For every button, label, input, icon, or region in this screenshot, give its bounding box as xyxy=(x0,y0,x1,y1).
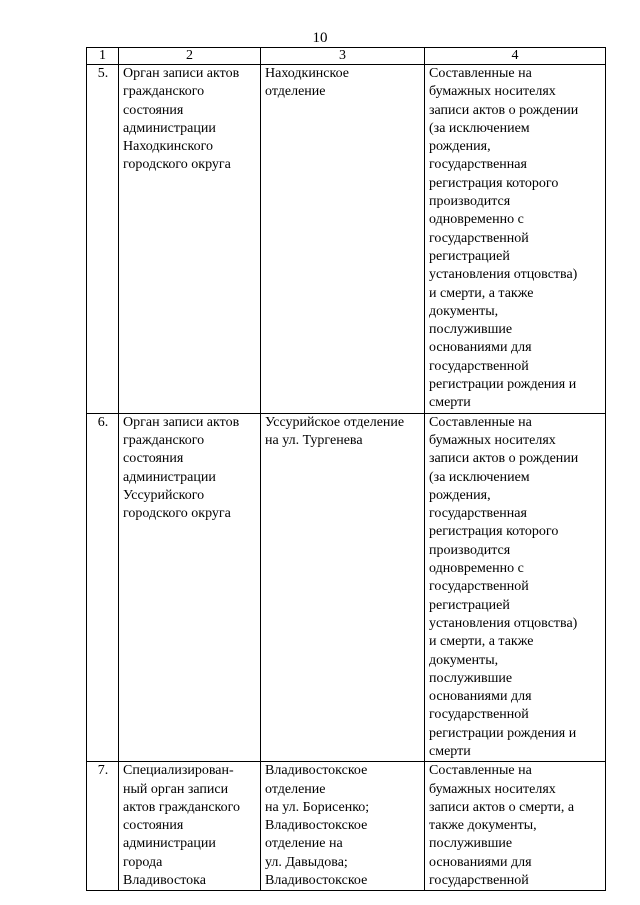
documents-cell xyxy=(425,762,606,891)
records-table xyxy=(86,47,606,891)
cell-text-line: Находкинское xyxy=(265,66,349,81)
header-col-2: 2 xyxy=(119,48,261,65)
cell-text-line: отделение на xyxy=(265,836,343,852)
cell-text-line: отделение xyxy=(265,84,326,100)
cell-text-line: и смерти, а также xyxy=(429,285,534,301)
cell-text-line: также документы, xyxy=(429,818,537,834)
cell-text-line: документы, xyxy=(429,303,499,319)
organ-cell xyxy=(119,65,261,414)
cell-text-line: Владивостокское xyxy=(265,818,368,834)
table-header-row xyxy=(87,48,606,65)
cell-text-line: регистрацией xyxy=(429,248,510,264)
cell-text-line: регистрации рождения и xyxy=(429,725,577,741)
row-number: 5. xyxy=(87,65,119,414)
cell-text-line: установления отцовства) xyxy=(429,267,578,283)
cell-text-line: основаниями для xyxy=(429,854,532,870)
cell-text-line: регистрацией xyxy=(429,597,510,613)
header-col-3: 3 xyxy=(261,48,425,65)
cell-text-line: состояния xyxy=(123,451,184,467)
cell-text-line: ный орган записи xyxy=(123,781,229,797)
cell-text-line: послужившие xyxy=(429,836,513,852)
cell-text-line: гражданского xyxy=(123,84,205,100)
documents-cell xyxy=(425,65,606,414)
cell-text-line: государственной xyxy=(429,230,529,246)
unit-cell xyxy=(261,65,425,414)
cell-text-line: Владивостокское xyxy=(265,873,368,889)
cell-text-line: Орган записи актов xyxy=(123,66,240,81)
cell-text-line: и смерти, а также xyxy=(429,634,534,650)
cell-text-line: регистрация которого xyxy=(429,524,559,540)
row-number: 6. xyxy=(87,413,119,762)
cell-text-line: записи актов о смерти, а xyxy=(429,799,575,815)
cell-text-line: Составленные на xyxy=(429,763,532,779)
cell-text-line: актов гражданского xyxy=(123,799,241,815)
cell-text-line: производится xyxy=(429,194,511,210)
cell-text-line: записи актов о рождении xyxy=(429,451,579,467)
cell-text-line: послужившие xyxy=(429,322,513,338)
unit-cell xyxy=(261,413,425,762)
cell-text-line: на ул. Тургенева xyxy=(265,432,363,448)
organ-cell xyxy=(119,762,261,891)
header-col-4: 4 xyxy=(425,48,606,65)
cell-text-line: документы, xyxy=(429,652,499,668)
cell-text-line: (за исключением xyxy=(429,469,530,485)
cell-text-line: одновременно с xyxy=(429,561,524,577)
cell-text-line: государственной xyxy=(429,358,529,374)
cell-text-line: гражданского xyxy=(123,432,205,448)
documents-cell xyxy=(425,413,606,762)
cell-text-line: города xyxy=(123,854,163,870)
cell-text-line: регистрации рождения и xyxy=(429,377,577,393)
cell-text-line: состояния xyxy=(123,102,184,118)
cell-text-line: регистрация которого xyxy=(429,175,559,191)
cell-text-line: отделение xyxy=(265,781,326,797)
cell-text-line: государственная xyxy=(429,506,527,522)
page-number: 10 xyxy=(312,30,328,46)
cell-text-line: смерти xyxy=(429,743,471,759)
cell-text-line: состояния xyxy=(123,818,184,834)
cell-text-line: государственной xyxy=(429,707,529,723)
cell-text-line: Уссурийское отделение xyxy=(265,414,405,430)
cell-text-line: рождения, xyxy=(429,487,491,503)
cell-text-line: бумажных носителях xyxy=(429,781,556,797)
cell-text-line: Орган записи актов xyxy=(123,414,240,430)
cell-text-line: администрации xyxy=(123,836,216,852)
cell-text-line: основаниями для xyxy=(429,689,532,705)
table-row xyxy=(87,762,606,891)
cell-text-line: ул. Давыдова; xyxy=(265,854,348,870)
cell-text-line: администрации xyxy=(123,469,216,485)
cell-text-line: послужившие xyxy=(429,670,513,686)
cell-text-line: Уссурийского xyxy=(123,487,205,503)
header-col-1: 1 xyxy=(87,48,119,65)
cell-text-line: Составленные на xyxy=(429,66,532,81)
table-row xyxy=(87,413,606,762)
cell-text-line: Владивостокское xyxy=(265,763,368,779)
cell-text-line: городского округа xyxy=(123,506,231,522)
cell-text-line: записи актов о рождении xyxy=(429,102,579,118)
cell-text-line: на ул. Борисенко; xyxy=(265,799,370,815)
cell-text-line: Находкинского xyxy=(123,139,213,155)
cell-text-line: администрации xyxy=(123,120,216,136)
cell-text-line: смерти xyxy=(429,395,471,411)
organ-cell xyxy=(119,413,261,762)
cell-text-line: бумажных носителях xyxy=(429,432,556,448)
cell-text-line: Составленные на xyxy=(429,414,532,430)
cell-text-line: городского округа xyxy=(123,157,231,173)
cell-text-line: государственной xyxy=(429,873,529,889)
cell-text-line: установления отцовства) xyxy=(429,615,578,631)
cell-text-line: рождения, xyxy=(429,139,491,155)
cell-text-line: Специализирован- xyxy=(123,763,234,779)
cell-text-line: Владивостока xyxy=(123,873,206,889)
cell-text-line: государственной xyxy=(429,579,529,595)
cell-text-line: государственная xyxy=(429,157,527,173)
unit-cell xyxy=(261,762,425,891)
table-row xyxy=(87,65,606,414)
cell-text-line: бумажных носителях xyxy=(429,84,556,100)
cell-text-line: одновременно с xyxy=(429,212,524,228)
row-number: 7. xyxy=(87,762,119,891)
cell-text-line: основаниями для xyxy=(429,340,532,356)
cell-text-line: производится xyxy=(429,542,511,558)
cell-text-line: (за исключением xyxy=(429,120,530,136)
